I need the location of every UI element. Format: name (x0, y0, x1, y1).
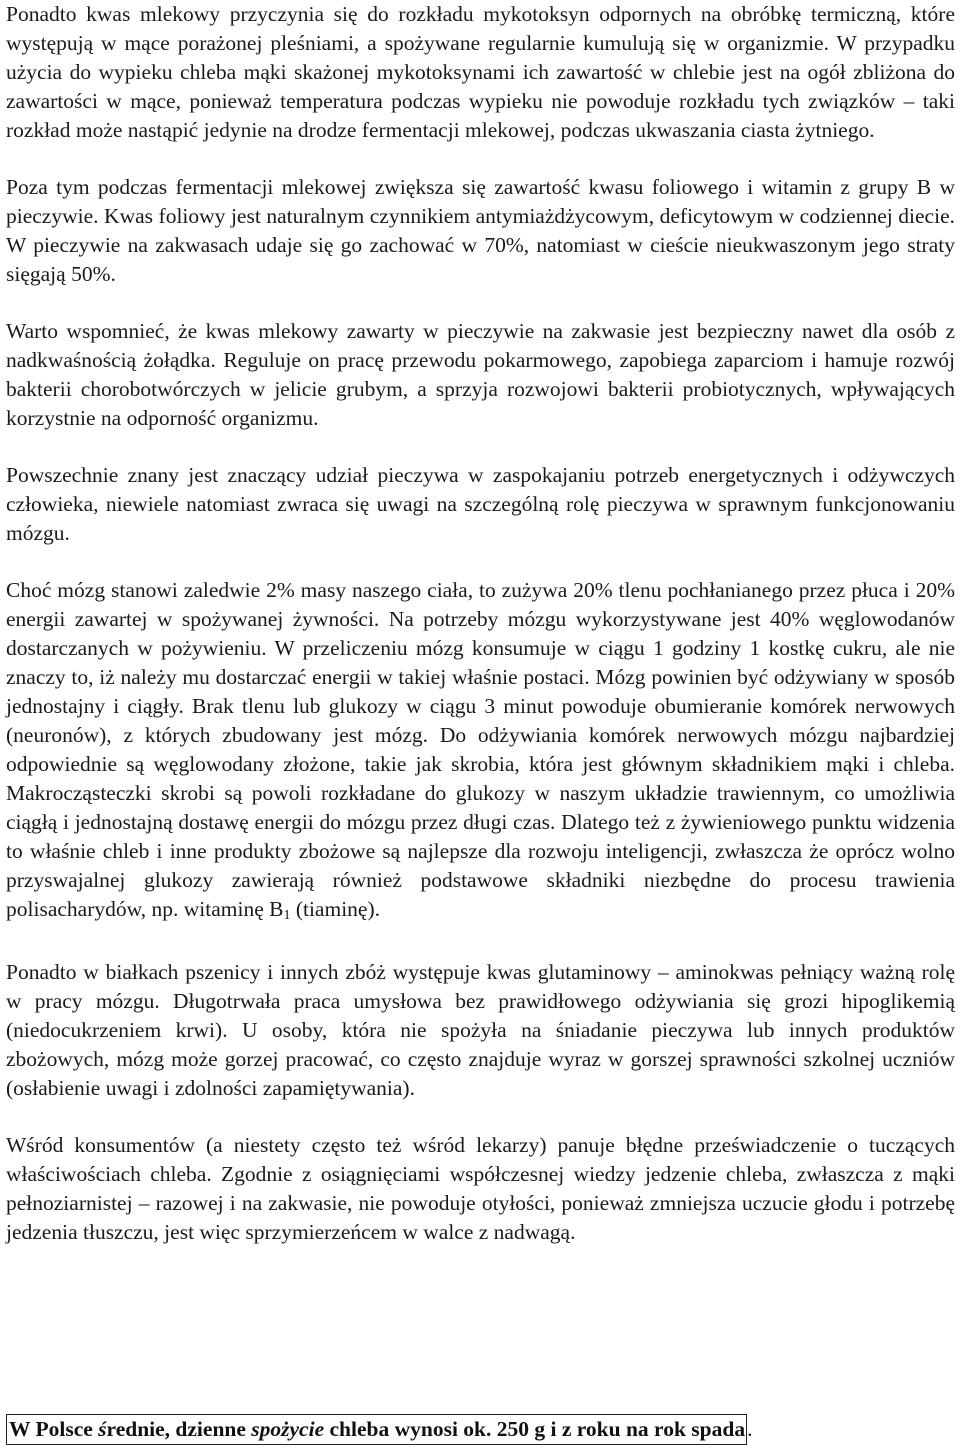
highlight-part-5: chleba wynosi ok. 250 g i z roku na rok spada (324, 1417, 746, 1441)
paragraph-glutamic-acid: Ponadto w białkach pszenicy i innych zbóż występuje kwas glutaminowy – aminokwas pełniący ważną rolę w pracy mózgu. Długotrwała praca umysłowa bez prawidłowego odżywiania się grozi hipoglikemią (niedocukrzeniem krwi). U osoby, która nie spożyła na śniadanie pieczywa lub innych produktów zbożowych, mózg może gorzej pracować, co często znajduje wyraz w gorszej sprawności szkolnej uczniów (osłabienie uwagi i zdolności zapamiętywania). (6, 960, 955, 1100)
highlight-box (6, 1414, 747, 1445)
highlight-period: . (747, 1417, 753, 1441)
vitamin-subscript: 1 (283, 908, 291, 923)
paragraph-brain (6, 576, 955, 930)
highlight-part-3: rednie, dzienne (106, 1417, 252, 1441)
highlight-part-4: spożycie (251, 1417, 325, 1441)
brain-text: Choć mózg stanowi zaledwie 2% masy naszego ciała, to zużywa 20% tlenu pochłanianego przez płuca i 20% energii zawartej w spożywanej żywności. Na potrzeby mózgu wykorzystywane jest 40% węglowodanów dostarczanych w pożywieniu. W przeliczeniu mózg konsumuje w ciągu 1 godziny 1 kostkę cukru, ale nie znaczy to, iż należy mu dostarczać energii w takiej właśnie postaci. Mózg powinien być odżywiany w sposób jednostajny i ciągły. Brak tlenu lub glukozy w ciągu 3 minut powoduje obumieranie komórek nerwowych (neuronów), z których zbudowany jest mózg. Do odżywiania komórek nerwowych mózgu najbardziej odpowiednie są węglowodany złożone, takie jak skrobia, która jest głównym składnikiem mąki i chleba. Makrocząsteczki skrobi są powoli rozkładane do glukozy w naszym układzie trawiennym, co umożliwia ciągłą i jednostajną dostawę energii do mózgu przez długi czas. Dlatego też z żywieniowego punktu widzenia to właśnie chleb i inne produkty zbożowe są najlepsze dla rozwoju inteligencji, zwłaszcza że oprócz wolno przyswajalnej glukozy zawierają również podstawowe składniki niezbędne do procesu trawienia polisacharydów, np. witaminę B (6, 578, 955, 921)
paragraph-folic-acid: Poza tym podczas fermentacji mlekowej zwiększa się zawartość kwasu foliowego i witamin z grupy B w pieczywie. Kwas foliowy jest naturalnym czynnikiem antymiażdżycowym, deficytowym w codziennej diecie. W pieczywie na zakwasach udaje się go zachować w 70%, natomiast w cieście nieukwaszonym jego straty sięgają 50%. (6, 175, 955, 286)
paragraph-mycotoxins: Ponadto kwas mlekowy przyczynia się do rozkładu mykotoksyn odpornych na obróbkę termiczną, które występują w mące porażonej pleśniami, a spożywane regularnie kumulują się w organizmie. W przypadku użycia do wypieku chleba mąki skażonej mykotoksynami ich zawartość w chlebie jest na ogół zbliżona do zawartości w mące, ponieważ temperatura podczas wypieku nie powoduje rozkładu tych związków – taki rozkład może nastąpić jedynie na drodze fermentacji mlekowej, podczas ukwaszania ciasta żytniego. (6, 2, 955, 142)
brain-text-tail: (tiaminę). (290, 897, 381, 921)
highlight-part-1: W Polsce (9, 1417, 99, 1441)
highlight-line (6, 1414, 752, 1445)
paragraph-energy-needs: Powszechnie znany jest znaczący udział pieczywa w zaspokajaniu potrzeb energetycznych i odżywczych człowieka, niewiele natomiast zwraca się uwagi na szczególną rolę pieczywa w sprawnym funkcjonowaniu mózgu. (6, 463, 955, 545)
highlight-part-2: ś (98, 1417, 107, 1441)
document-body (6, 0, 955, 1247)
paragraph-consumers: Wśród konsumentów (a niestety często też wśród lekarzy) panuje błędne przeświadczenie o tuczących właściwościach chleba. Zgodnie z osiągnięciami współczesnej wiedzy jedzenie chleba, zwłaszcza z mąki pełnoziarnistej – razowej i na zakwasie, nie powoduje otyłości, ponieważ zmniejsza uczucie głodu i potrzebę jedzenia tłuszczu, jest więc sprzymierzeńcem w walce z nadwagą. (6, 1133, 955, 1244)
paragraph-lactic-acid: Warto wspomnieć, że kwas mlekowy zawarty w pieczywie na zakwasie jest bezpieczny nawet dla osób z nadkwaśnością żołądka. Reguluje on pracę przewodu pokarmowego, zapobiega zaparciom i hamuje rozwój bakterii chorobotwórczych w jelicie grubym, a sprzyja rozwojowi bakterii probiotycznych, wpływających korzystnie na odporność organizmu. (6, 319, 955, 430)
